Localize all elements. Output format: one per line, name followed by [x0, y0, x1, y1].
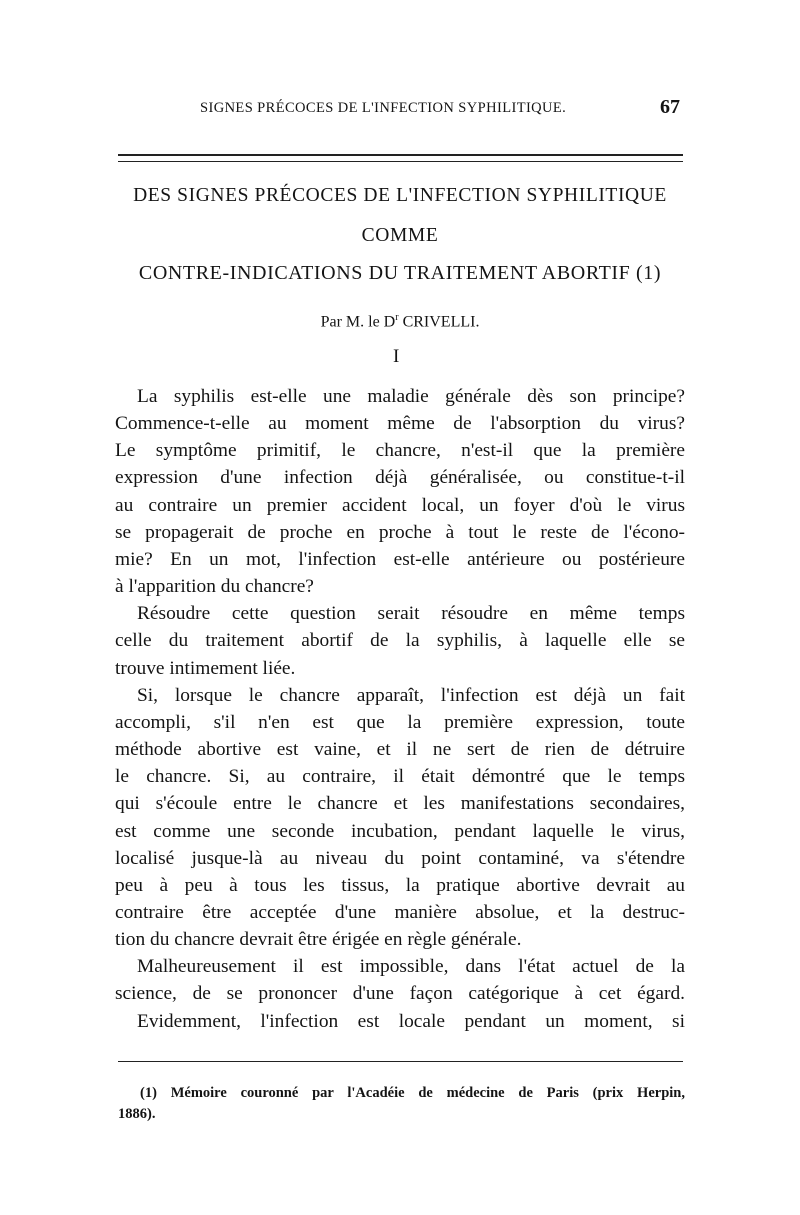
text-line: contraire être acceptée d'une manière absolue, et la destruc- [115, 901, 685, 923]
text-line: à l'apparition du chancre? [115, 576, 314, 598]
text-line: celle du traitement abortif de la syphilis, à laquelle elle se [115, 630, 685, 652]
text-line: trouve intimement liée. [115, 657, 296, 679]
text-line: au contraire un premier accident local, un foyer d'où le virus [115, 494, 685, 516]
article-title-line-2: COMME [361, 225, 439, 246]
text-line: accompli, s'il n'en est que la première expression, toute [115, 711, 685, 733]
footnote-rule [118, 1061, 683, 1062]
text-line: science, de se prononcer d'une façon catégorique à cet égard. [115, 983, 685, 1005]
text-line: est comme une seconde incubation, pendant laquelle le virus, [115, 820, 685, 842]
text-line: Malheureusement il est impossible, dans l'état actuel de la [137, 956, 685, 978]
text-line: tion du chancre devrait être érigée en règle générale. [115, 929, 522, 951]
text-line: localisé jusque-là au niveau du point contaminé, va s'étendre [115, 847, 685, 869]
text-line: Le symptôme primitif, le chancre, n'est-il que la première [115, 440, 685, 462]
page-number: 67 [660, 96, 680, 118]
text-line: Evidemment, l'infection est locale pendant un moment, si [137, 1010, 685, 1032]
byline-sup: r [395, 312, 399, 323]
text-line: le chancre. Si, au contraire, il était démontré que le temps [115, 766, 685, 788]
header-double-rule [118, 154, 683, 162]
footnote-line: 1886). [118, 1106, 156, 1122]
text-line: expression d'une infection déjà généralisée, ou constitue-t-il [115, 467, 685, 489]
text-line: peu à peu à tous les tissus, la pratique abortive devrait au [115, 874, 685, 896]
running-head: SIGNES PRÉCOCES DE L'INFECTION SYPHILITIQUE. [200, 100, 567, 116]
footnote-line: (1) Mémoire couronné par l'Acadéie de médecine de Paris (prix Herpin, [140, 1085, 685, 1101]
text-line: Commence-t-elle au moment même de l'absorption du virus? [115, 413, 685, 435]
text-line: méthode abortive est vaine, et il ne sert de rien de détruire [115, 739, 685, 761]
text-line: La syphilis est-elle une maladie générale dès son principe? [137, 386, 685, 407]
text-line: qui s'écoule entre le chancre et les manifestations secondaires, [115, 793, 685, 815]
section-number: I [393, 346, 400, 367]
text-line: mie? En un mot, l'infection est-elle antérieure ou postérieure [115, 548, 685, 570]
text-line: se propagerait de proche en proche à tout le reste de l'écono- [115, 521, 685, 543]
text-line: Si, lorsque le chancre apparaît, l'infection est déjà un fait [137, 684, 685, 706]
footnote [118, 1083, 685, 1125]
body-text [115, 383, 685, 1035]
author-byline [115, 312, 685, 331]
text-line: Résoudre cette question serait résoudre en même temps [137, 603, 685, 625]
article-title-line-1: DES SIGNES PRÉCOCES DE L'INFECTION SYPHILITIQUE [133, 185, 667, 206]
byline-prefix: Par M. le D [320, 313, 396, 331]
byline-author: CRIVELLI. [398, 313, 480, 331]
article-title-line-3: CONTRE-INDICATIONS DU TRAITEMENT ABORTIF (1) [138, 262, 662, 284]
